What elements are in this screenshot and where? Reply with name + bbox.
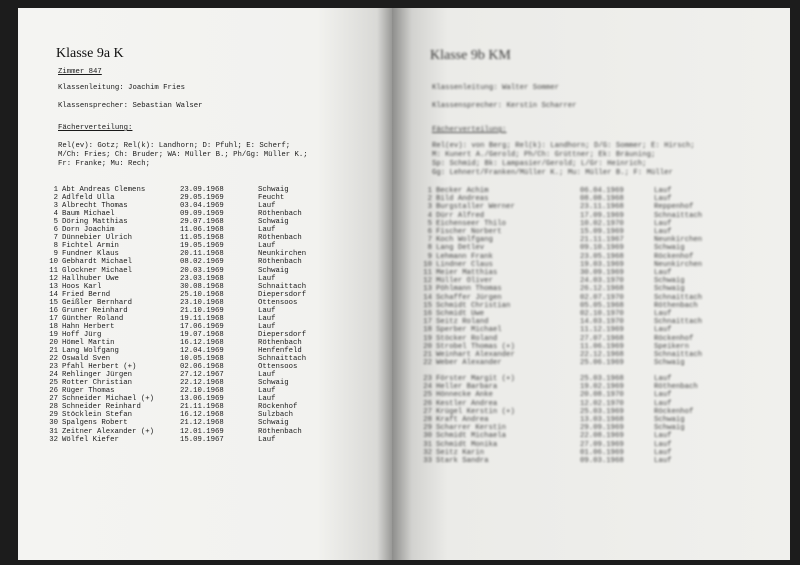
student-birthdate: 22.12.1968 <box>580 351 624 359</box>
student-number: 28 <box>49 403 58 412</box>
student-name: Hahn Herbert <box>62 322 115 331</box>
student-number: 8 <box>427 244 432 253</box>
student-number: 13 <box>49 282 58 291</box>
student-name: Hömel Martin <box>62 338 115 347</box>
student-name: Schneider Michael (+) <box>62 395 154 404</box>
student-birthdate: 27.09.1969 <box>580 440 624 449</box>
student-city: Röckenhof <box>654 334 694 343</box>
student-name: Schmidt Uwe <box>436 310 485 318</box>
student-number: 5 <box>53 218 58 227</box>
student-number: 2 <box>427 195 432 204</box>
student-name: Zeitner Alexander (+) <box>62 427 154 436</box>
student-number: 9 <box>427 252 432 261</box>
student-city: Lauf <box>654 448 672 457</box>
student-city: Reppenhof <box>654 203 694 212</box>
student-city: Feucht <box>258 194 285 203</box>
student-city: Schnaittach <box>654 293 703 302</box>
student-birthdate: 22.10.1968 <box>180 387 224 396</box>
student-city: Sulzbach <box>258 411 294 420</box>
student-name: Dorn Joachim <box>62 226 115 235</box>
student-birthdate: 19.11.1968 <box>180 314 224 323</box>
student-name: Sperber Michael <box>436 326 502 335</box>
student-name: Schmidt Michaela <box>436 432 507 441</box>
student-name: Hoff Jürg <box>62 330 102 339</box>
student-number: 5 <box>427 219 432 228</box>
student-number: 27 <box>49 395 58 404</box>
right-subjects-label: Fächerverteilung: <box>432 126 507 134</box>
student-city: Lauf <box>654 269 672 277</box>
student-number: 25 <box>49 379 58 388</box>
student-birthdate: 16.12.1968 <box>180 338 224 347</box>
student-number: 23 <box>423 375 432 383</box>
student-number: 33 <box>423 457 432 465</box>
student-city: Lauf <box>654 219 672 228</box>
student-number: 29 <box>423 424 432 433</box>
right-page-title: Klasse 9b KM <box>430 48 511 63</box>
student-number: 20 <box>49 338 58 347</box>
student-name: Meier Matthias <box>436 269 498 277</box>
student-number: 4 <box>53 210 58 219</box>
right-speaker: Klassensprecher: Kerstin Scharrer <box>432 102 577 110</box>
student-birthdate: 21.11.1967 <box>580 236 624 245</box>
student-birthdate: 25.06.1969 <box>580 359 624 368</box>
student-birthdate: 23.10.1968 <box>180 298 224 307</box>
student-city: Lauf <box>654 391 672 400</box>
student-birthdate: 30.09.1969 <box>580 269 624 277</box>
student-name: Schmidt Christian <box>436 301 511 310</box>
student-city: Röthenbach <box>654 383 698 392</box>
student-number: 30 <box>423 432 432 441</box>
student-number: 26 <box>49 387 58 396</box>
student-number: 3 <box>427 203 432 212</box>
student-city: Neunkirchen <box>258 250 307 259</box>
student-name: Fichtel Armin <box>62 242 119 251</box>
student-city: Lauf <box>258 202 276 211</box>
student-birthdate: 12.04.1969 <box>180 347 224 355</box>
right-teacher: Klassenleitung: Walter Sommer <box>432 84 559 92</box>
student-number: 31 <box>49 427 58 436</box>
student-name: Oswald Sven <box>62 355 111 364</box>
student-name: Hoos Karl <box>62 282 102 291</box>
student-name: Stöcker Roland <box>436 334 498 343</box>
student-name: Gebhardt Michael <box>62 258 133 267</box>
student-number: 16 <box>49 306 58 315</box>
student-city: Röthenbach <box>258 234 302 243</box>
student-birthdate: 14.03.1970 <box>580 318 624 327</box>
left-subjects-line: Fr: Franke; Mu: Rech; <box>58 160 150 168</box>
student-city: Lauf <box>654 432 672 441</box>
student-name: Heller Barbara <box>436 383 498 392</box>
student-city: Röckenhof <box>654 407 694 416</box>
student-name: Fundner Klaus <box>62 250 119 259</box>
student-name: Hönnecke Anke <box>436 391 493 400</box>
student-birthdate: 23.05.1968 <box>580 252 624 261</box>
student-name: Stark Sandra <box>436 457 489 465</box>
student-city: Schwaig <box>654 424 685 433</box>
student-number: 18 <box>423 326 432 335</box>
right-subjects-line: M: Kunert A./Gerold; Ph/Ch: Grüttner; Ek: Bräuning; <box>432 151 656 159</box>
student-birthdate: 11.06.1968 <box>180 226 224 235</box>
student-birthdate: 02.10.1970 <box>580 310 624 318</box>
student-name: Schmidt Monika <box>436 440 498 449</box>
student-name: Wölfel Kiefer <box>62 435 119 444</box>
student-birthdate: 23.09.1968 <box>180 186 224 194</box>
student-name: Döring Matthias <box>62 218 128 227</box>
student-birthdate: 26.12.1968 <box>580 285 624 294</box>
student-name: Kestler Andrea <box>436 399 498 408</box>
student-number: 21 <box>49 347 58 355</box>
student-name: Schneider Reinhard <box>62 403 141 412</box>
student-city: Röthenbach <box>258 427 302 436</box>
student-city: Lauf <box>654 457 672 465</box>
student-number: 6 <box>427 228 432 236</box>
student-birthdate: 15.09.1967 <box>180 435 224 444</box>
student-city: Lauf <box>258 322 276 331</box>
student-birthdate: 30.08.1968 <box>180 282 224 291</box>
student-birthdate: 22.12.1968 <box>180 379 224 388</box>
student-birthdate: 10.05.1968 <box>180 355 224 364</box>
student-number: 2 <box>53 194 58 203</box>
student-city: Lauf <box>654 375 672 383</box>
student-name: Weber Alexander <box>436 359 502 368</box>
student-number: 19 <box>49 330 58 339</box>
student-number: 9 <box>53 250 58 259</box>
student-number: 24 <box>49 371 58 380</box>
student-birthdate: 21.10.1969 <box>180 306 224 315</box>
student-number: 11 <box>423 269 432 277</box>
student-name: Lang Wolfgang <box>62 347 119 355</box>
student-name: Kraft Andrea <box>436 416 489 424</box>
student-number: 8 <box>53 242 58 251</box>
student-name: Weinhart Alexander <box>436 351 515 359</box>
student-city: Lauf <box>258 435 276 444</box>
student-birthdate: 17.09.1969 <box>580 211 624 220</box>
student-birthdate: 25.03.1969 <box>580 407 624 416</box>
left-room: Zimmer 847 <box>58 68 102 76</box>
student-number: 28 <box>423 416 432 424</box>
student-birthdate: 27.12.1967 <box>180 371 224 380</box>
student-birthdate: 29.05.1969 <box>180 194 224 203</box>
student-birthdate: 25.10.1968 <box>180 290 224 299</box>
student-number: 10 <box>423 260 432 269</box>
student-number: 19 <box>423 334 432 343</box>
student-number: 15 <box>49 298 58 307</box>
student-city: Schwaig <box>654 285 685 294</box>
student-number: 26 <box>423 399 432 408</box>
right-subjects-line: Gg: Lehnert/Franken/Müller K.; Mu: Müller B.; F: Müller <box>432 169 673 177</box>
student-birthdate: 09.09.1969 <box>180 210 224 219</box>
student-birthdate: 23.11.1968 <box>580 203 624 212</box>
student-birthdate: 13.03.1968 <box>580 416 624 424</box>
student-name: Rüger Thomas <box>62 387 115 396</box>
student-name: Schaffer Jürgen <box>436 293 502 302</box>
student-number: 10 <box>49 258 58 267</box>
student-city: Ottensoos <box>258 363 298 372</box>
student-city: Schnaittach <box>654 211 703 220</box>
student-birthdate: 03.04.1969 <box>180 202 224 211</box>
student-city: Schnaittach <box>258 282 307 291</box>
student-city: Lauf <box>654 310 672 318</box>
student-number: 25 <box>423 391 432 400</box>
student-number: 13 <box>423 285 432 294</box>
left-subjects-line: M/Ch: Fries; Ch: Bruder; WA: Müller B.; Ph/Gg: Müller K.; <box>58 151 308 159</box>
student-birthdate: 09.10.1969 <box>580 244 624 253</box>
student-birthdate: 19.03.1969 <box>580 260 624 269</box>
student-city: Schnaittach <box>654 351 703 359</box>
student-number: 6 <box>53 226 58 235</box>
student-name: Dünnebier Ulrich <box>62 234 133 243</box>
student-city: Lauf <box>654 399 672 408</box>
student-birthdate: 12.02.1970 <box>580 399 624 408</box>
student-name: Baum Michael <box>62 210 115 219</box>
student-city: Lauf <box>654 228 672 236</box>
student-number: 12 <box>423 277 432 286</box>
student-name: Fischer Norbert <box>436 228 502 236</box>
student-birthdate: 06.04.1969 <box>580 187 624 195</box>
student-birthdate: 02.06.1968 <box>180 363 224 372</box>
student-birthdate: 10.02.1970 <box>580 219 624 228</box>
student-birthdate: 11.06.1969 <box>580 342 624 351</box>
student-city: Lauf <box>258 314 276 323</box>
student-name: Dürr Alfred <box>436 211 485 220</box>
student-birthdate: 29.07.1968 <box>180 218 224 227</box>
student-city: Schnaittach <box>654 318 703 327</box>
student-city: Lauf <box>654 195 672 204</box>
student-city: Lauf <box>258 226 276 235</box>
student-birthdate: 11.12.1969 <box>580 326 624 335</box>
student-city: Röthenbach <box>258 338 302 347</box>
right-subjects-line: Rel(ev): von Berg; Rel(k): Landhorn; D/G: Sommer; E: Hirsch; <box>432 142 695 150</box>
student-city: Lauf <box>258 387 276 396</box>
student-city: Speikern <box>654 342 690 351</box>
student-city: Diepersdorf <box>258 330 307 339</box>
student-birthdate: 20.03.1969 <box>180 266 224 275</box>
student-birthdate: 20.11.1968 <box>180 250 224 259</box>
student-city: Schnaittach <box>258 355 307 364</box>
student-number: 15 <box>423 301 432 310</box>
student-city: Lauf <box>654 187 672 195</box>
student-city: Lauf <box>654 440 672 449</box>
left-page-title: Klasse 9a K <box>56 46 124 61</box>
student-number: 14 <box>423 293 432 302</box>
student-birthdate: 11.05.1968 <box>180 234 224 243</box>
student-number: 11 <box>49 266 58 275</box>
student-name: Abt Andreas Clemens <box>62 186 146 194</box>
student-birthdate: 21.12.1968 <box>180 419 224 428</box>
student-birthdate: 05.05.1968 <box>580 301 624 310</box>
student-number: 14 <box>49 290 58 299</box>
student-birthdate: 29.09.1969 <box>580 424 624 433</box>
student-birthdate: 24.03.1970 <box>580 277 624 286</box>
student-name: Pöhlmann Thomas <box>436 285 502 294</box>
student-number: 17 <box>49 314 58 323</box>
student-city: Lauf <box>654 326 672 335</box>
student-number: 24 <box>423 383 432 392</box>
left-subjects-label: Fächerverteilung: <box>58 124 133 132</box>
student-city: Röckenhof <box>654 252 694 261</box>
student-city: Röthenbach <box>258 258 302 267</box>
student-city: Lauf <box>258 242 276 251</box>
student-city: Röthenbach <box>258 210 302 219</box>
student-number: 30 <box>49 419 58 428</box>
student-birthdate: 17.06.1969 <box>180 322 224 331</box>
student-birthdate: 02.07.1970 <box>580 293 624 302</box>
student-name: Stöcklein Stefan <box>62 411 133 420</box>
student-birthdate: 27.07.1968 <box>580 334 624 343</box>
student-row <box>18 436 392 445</box>
student-name: Strobel Thomas (+) <box>436 342 515 351</box>
student-number: 7 <box>427 236 432 245</box>
student-birthdate: 22.08.1969 <box>580 432 624 441</box>
student-city: Lauf <box>258 274 276 283</box>
student-city: Schwaig <box>654 359 685 368</box>
student-birthdate: 01.06.1969 <box>580 448 624 457</box>
student-number: 16 <box>423 310 432 318</box>
student-number: 20 <box>423 342 432 351</box>
student-number: 18 <box>49 322 58 331</box>
student-number: 27 <box>423 407 432 416</box>
student-city: Lauf <box>258 371 276 380</box>
student-name: Lang Detlev <box>436 244 485 253</box>
student-city: Schwaig <box>258 379 289 388</box>
student-birthdate: 19.02.1969 <box>580 383 624 392</box>
student-name: Becker Achim <box>436 187 489 195</box>
student-name: Seitz Roland <box>436 318 489 327</box>
student-name: Seitz Karin <box>436 448 485 457</box>
student-number: 22 <box>423 359 432 368</box>
student-city: Henfenfeld <box>258 347 302 355</box>
student-city: Schwaig <box>654 277 685 286</box>
student-number: 21 <box>423 351 432 359</box>
student-number: 17 <box>423 318 432 327</box>
student-name: Burgstaller Werner <box>436 203 515 212</box>
student-name: Rehlinger Jürgen <box>62 371 133 380</box>
student-row <box>392 359 790 368</box>
student-name: Müller Oliver <box>436 277 493 286</box>
student-city: Schwaig <box>258 218 289 227</box>
student-birthdate: 16.12.1968 <box>180 411 224 420</box>
student-name: Spalgens Robert <box>62 419 128 428</box>
student-number: 23 <box>49 363 58 372</box>
student-birthdate: 13.06.1969 <box>180 395 224 404</box>
student-row <box>392 457 790 466</box>
student-name: Geißler Bernhard <box>62 298 133 307</box>
student-number: 1 <box>427 187 432 195</box>
student-birthdate: 08.02.1969 <box>180 258 224 267</box>
student-name: Bild Andreas <box>436 195 489 204</box>
student-birthdate: 21.11.1968 <box>180 403 224 412</box>
student-name: Eichenseer Thilo <box>436 219 507 228</box>
student-city: Ottensoos <box>258 298 298 307</box>
student-name: Rotter Christian <box>62 379 133 388</box>
left-teacher: Klassenleitung: Joachim Fries <box>58 84 185 92</box>
student-number: 29 <box>49 411 58 420</box>
right-subjects-line: Sp: Schmid; Bk: Lampasier/Gerold; L/Gr: Heinrich; <box>432 160 647 168</box>
student-name: Hallhuber Uwe <box>62 274 119 283</box>
student-city: Röckenhof <box>258 403 298 412</box>
student-birthdate: 15.09.1969 <box>580 228 624 236</box>
student-birthdate: 25.03.1968 <box>580 375 624 383</box>
right-page <box>392 8 790 560</box>
student-birthdate: 19.07.1968 <box>180 330 224 339</box>
student-name: Scharrer Kerstin <box>436 424 507 433</box>
student-name: Gruner Reinhard <box>62 306 128 315</box>
student-city: Lauf <box>258 395 276 404</box>
student-city: Schwaig <box>258 419 289 428</box>
student-name: Fried Bernd <box>62 290 111 299</box>
student-city: Röthenbach <box>654 301 698 310</box>
student-name: Lindner Claus <box>436 260 493 269</box>
student-birthdate: 19.05.1969 <box>180 242 224 251</box>
student-name: Lehmann Frank <box>436 252 493 261</box>
student-city: Neunkirchen <box>654 236 703 245</box>
student-number: 7 <box>53 234 58 243</box>
student-number: 1 <box>53 186 58 194</box>
student-name: Adlfeld Ulla <box>62 194 115 203</box>
student-name: Albrecht Thomas <box>62 202 128 211</box>
student-name: Koch Wolfgang <box>436 236 493 245</box>
student-city: Schwaig <box>258 186 289 194</box>
student-number: 12 <box>49 274 58 283</box>
student-number: 3 <box>53 202 58 211</box>
student-name: Krügel Kerstin (+) <box>436 407 515 416</box>
student-name: Förster Margit (+) <box>436 375 515 383</box>
student-city: Diepersdorf <box>258 290 307 299</box>
student-city: Schwaig <box>654 416 685 424</box>
student-birthdate: 08.08.1968 <box>580 195 624 204</box>
student-number: 4 <box>427 211 432 220</box>
student-city: Lauf <box>258 306 276 315</box>
left-speaker: Klassensprecher: Sebastian Walser <box>58 102 203 110</box>
student-name: Glockner Michael <box>62 266 133 275</box>
student-number: 32 <box>423 448 432 457</box>
student-birthdate: 09.03.1968 <box>580 457 624 465</box>
student-birthdate: 23.03.1968 <box>180 274 224 283</box>
left-page <box>18 8 392 560</box>
student-birthdate: 20.08.1970 <box>580 391 624 400</box>
student-city: Schwaig <box>258 266 289 275</box>
student-name: Günther Roland <box>62 314 124 323</box>
student-number: 31 <box>423 440 432 449</box>
student-name: Pfahl Herbert (+) <box>62 363 137 372</box>
student-city: Neunkirchen <box>654 260 703 269</box>
student-number: 32 <box>49 435 58 444</box>
student-birthdate: 12.01.1969 <box>180 427 224 436</box>
student-city: Schwaig <box>654 244 685 253</box>
left-subjects-line: Rel(ev): Gotz; Rel(k): Landhorn; D: Pfuhl; E: Scherf; <box>58 142 291 150</box>
student-number: 22 <box>49 355 58 364</box>
